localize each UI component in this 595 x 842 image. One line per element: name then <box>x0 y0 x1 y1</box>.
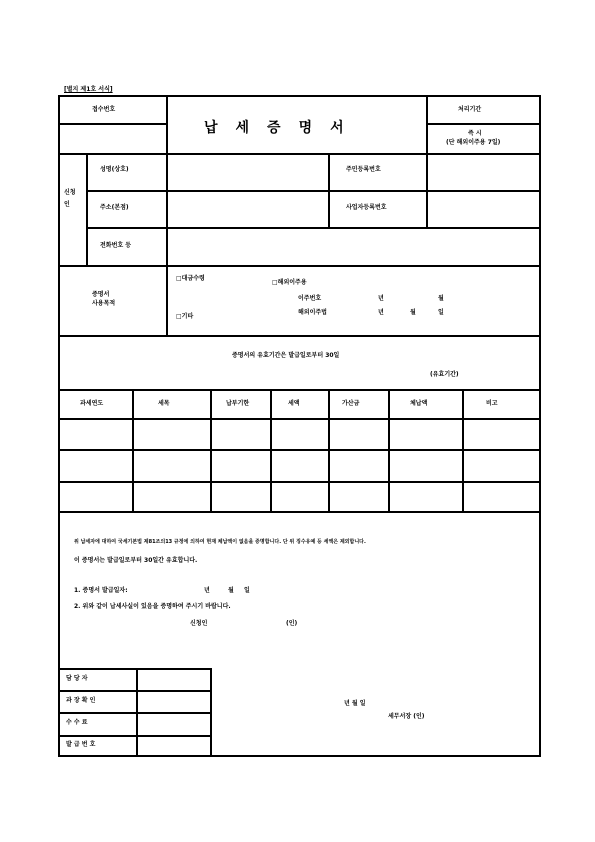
form-frame <box>58 95 541 757</box>
applicant-side-label: 신청인 <box>64 189 76 208</box>
divider <box>86 227 541 229</box>
statement-line-1: 위 납세자에 대하여 국세기본법 제81조의13 규정에 의하여 현재 체납액이 없음을 증명합니다. 단 위 징수유예 등 세액은 제외합니다. <box>74 539 366 545</box>
purpose-label-1: 증명서 <box>92 291 110 298</box>
divider <box>166 95 168 153</box>
purpose-line2-a: 이주번호 <box>298 295 322 302</box>
divider <box>58 668 210 670</box>
divider <box>58 712 210 714</box>
processing-value-1: 즉 시 <box>468 130 482 137</box>
statement-line-3-day: 일 <box>244 587 250 594</box>
table-row-divider <box>58 511 541 513</box>
purpose-option-payment: □대금수령 <box>176 275 205 282</box>
applicant-seal: (인) <box>286 620 298 627</box>
divider <box>166 153 168 335</box>
divider <box>58 735 210 737</box>
regno-label: 주민등록번호 <box>346 166 381 173</box>
table-row-divider <box>58 449 541 451</box>
processing-label: 처리기간 <box>458 106 482 113</box>
purpose-option-other: □기타 <box>176 313 194 320</box>
statement-line-3: 1. 증명서 발급일자: <box>74 587 128 594</box>
footer-label-issue-no: 발 급 번 호 <box>66 741 96 748</box>
purpose-option-emigration: □해외이주용 <box>272 279 307 286</box>
table-header-year: 과세연도 <box>80 400 104 407</box>
divider <box>86 190 541 192</box>
table-header-amount: 세액 <box>288 400 300 407</box>
footer-label-manager: 과 장 확 인 <box>66 697 96 704</box>
applicant-signature-label: 신청인 <box>190 620 208 627</box>
footer-label-staff: 담 당 자 <box>66 675 88 682</box>
divider <box>58 389 541 391</box>
table-row-divider <box>58 481 541 483</box>
receipt-no-label: 접수번호 <box>92 106 116 113</box>
divider <box>426 123 541 125</box>
statement-line-3-year: 년 <box>204 587 210 594</box>
purpose-line3-d: 월 <box>410 309 416 316</box>
validity-note: (유효기간) <box>430 371 459 378</box>
divider <box>210 668 212 757</box>
phone-label: 전화번호 등 <box>100 242 132 249</box>
table-header-arrears: 체납액 <box>410 400 428 407</box>
divider <box>86 153 88 265</box>
divider <box>58 335 541 337</box>
divider <box>58 153 541 155</box>
statement-line-4: 2. 위와 같이 납세사실이 있음을 증명하여 주시기 바랍니다. <box>74 603 231 610</box>
purpose-line3-e: 일 <box>438 309 444 316</box>
statement-line-2: 이 증명서는 발급일로부터 30일간 유효합니다. <box>74 557 198 564</box>
validity-text: 증명서의 유효기간은 발급일로부터 30일 <box>232 352 340 359</box>
table-header-item: 세목 <box>158 400 170 407</box>
statement-line-3-month: 월 <box>228 587 234 594</box>
issuing-office: 세무서장 (인) <box>388 713 425 720</box>
purpose-line3-c: 년 <box>378 309 384 316</box>
issue-date: 년 월 일 <box>344 700 366 707</box>
bizno-label: 사업자등록번호 <box>346 204 387 211</box>
purpose-label-2: 사용목적 <box>92 300 116 307</box>
processing-value-2: (단 해외이주용 7일) <box>446 139 501 146</box>
purpose-line3-b: 해외이주법 <box>298 309 327 316</box>
name-label: 성명(상호) <box>100 166 129 173</box>
purpose-line2-c: 월 <box>438 295 444 302</box>
divider <box>58 123 166 125</box>
table-row-divider <box>58 418 541 420</box>
table-header-deadline: 납부기한 <box>226 400 250 407</box>
address-label: 주소(본점) <box>100 204 129 211</box>
divider <box>58 690 210 692</box>
page-title: 납세증명서 <box>204 120 362 136</box>
footer-label-fee: 수 수 료 <box>66 719 88 726</box>
table-header-remarks: 비고 <box>486 400 498 407</box>
table-header-surcharge: 가산금 <box>342 400 360 407</box>
form-number: [별지 제1호 서식] <box>64 86 113 93</box>
divider <box>58 265 541 267</box>
purpose-line2-b: 년 <box>378 295 384 302</box>
